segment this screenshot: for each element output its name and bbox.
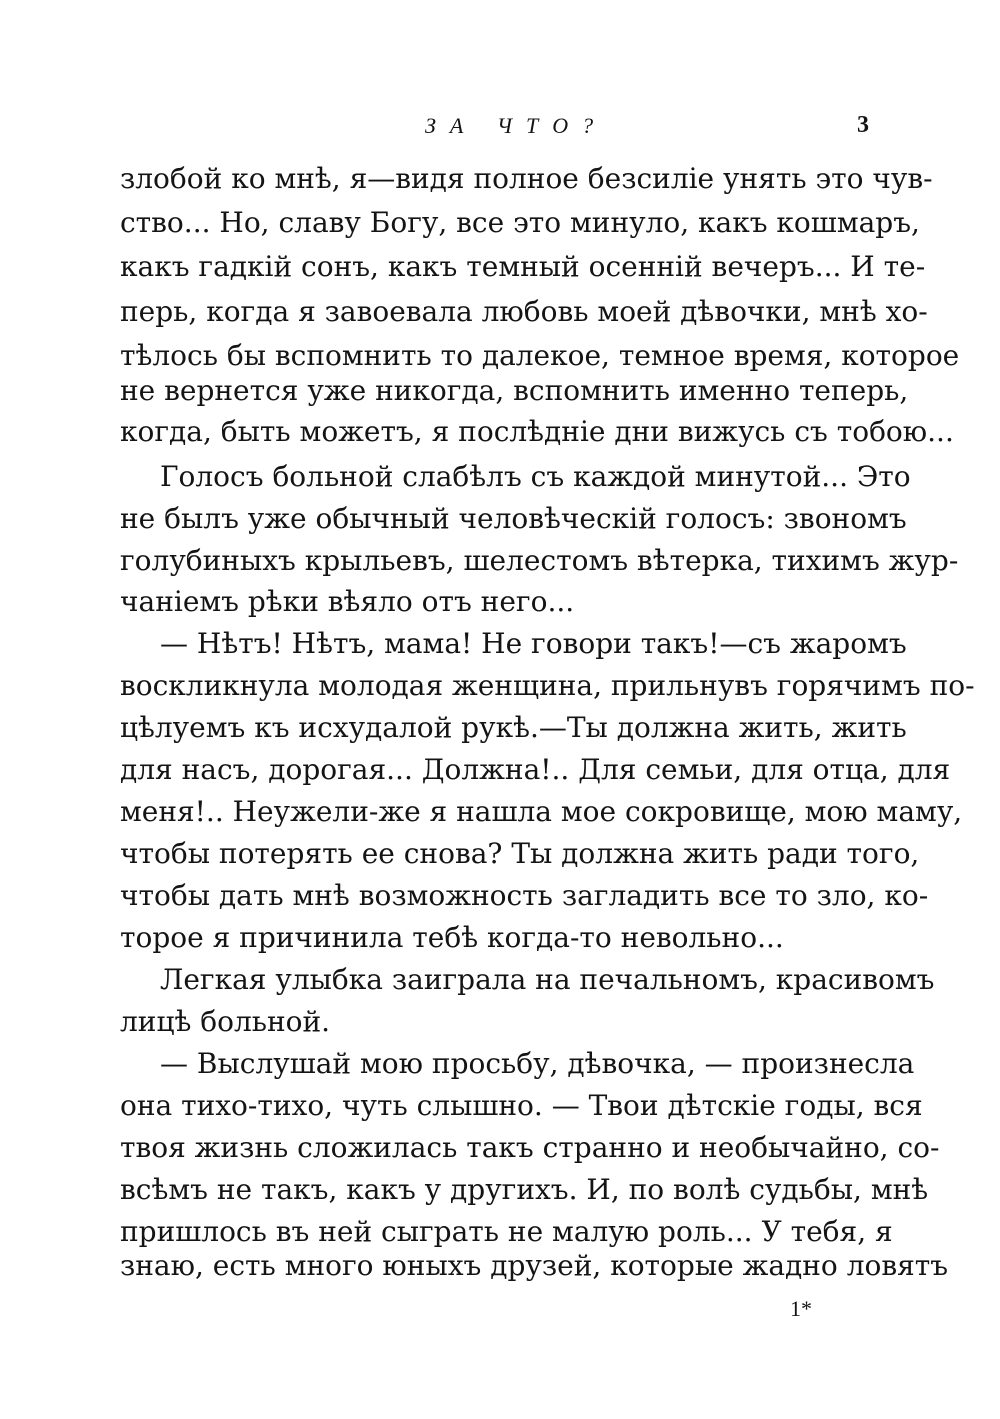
text-line: чаніемъ рѣки вѣяло отъ него... <box>120 585 575 618</box>
running-head-title: ЗА ЧТО? <box>425 113 608 138</box>
text-line: всѣмъ не такъ, какъ у другихъ. И, по волѣ судьбы, мнѣ <box>120 1173 929 1206</box>
paragraph-first-line: — Нѣтъ! Нѣтъ, мама! Не говори такъ!—съ жаромъ <box>160 627 907 660</box>
page-number: 3 <box>857 112 869 138</box>
text-line: лицѣ больной. <box>120 1005 331 1038</box>
text-line: чтобы потерять ее снова? Ты должна жить ради того, <box>120 837 920 870</box>
text-line: воскликнула молодая женщина, прильнувъ горячимъ по- <box>120 669 975 702</box>
text-line: когда, быть можетъ, я послѣдніе дни вижусь съ тобою... <box>120 415 954 448</box>
text-line: какъ гадкій сонъ, какъ темный осенній вечеръ... И те- <box>120 250 926 283</box>
paragraph-first-line: Легкая улыбка заиграла на печальномъ, красивомъ <box>160 963 935 996</box>
text-line: меня!.. Неужели-же я нашла мое сокровище, мою маму, <box>120 795 963 828</box>
text-line: знаю, есть много юныхъ друзей, которые жадно ловятъ <box>120 1249 949 1282</box>
text-line: не былъ уже обычный человѣческій голосъ: звономъ <box>120 502 907 535</box>
text-line: для насъ, дорогая... Должна!.. Для семьи, для отца, для <box>120 753 951 786</box>
text-line: злобой ко мнѣ, я—видя полное безсиліе унять это чув- <box>120 162 933 195</box>
text-line: чтобы дать мнѣ возможность загладить все то зло, ко- <box>120 879 929 912</box>
paragraph-first-line: Голосъ больной слабѣлъ съ каждой минутой... Это <box>160 460 911 493</box>
text-line: пришлось въ ней сыграть не малую роль... У тебя, я <box>120 1215 893 1248</box>
text-line: перь, когда я завоевала любовь моей дѣвочки, мнѣ хо- <box>120 295 928 328</box>
text-line: не вернется уже никогда, вспомнить именно теперь, <box>120 374 909 407</box>
paragraph-first-line: — Выслушай мою просьбу, дѣвочка, — произнесла <box>160 1047 915 1080</box>
printer-signature-mark: 1* <box>790 1296 812 1321</box>
text-line: торое я причинила тебѣ когда-то невольно... <box>120 921 784 954</box>
text-line: тѣлось бы вспомнить то далекое, темное время, которое <box>120 339 960 372</box>
text-line: она тихо-тихо, чуть слышно. — Твои дѣтскіе годы, вся <box>120 1089 923 1122</box>
text-line: ство... Но, славу Богу, все это минуло, какъ кошмаръ, <box>120 206 920 239</box>
text-line: твоя жизнь сложилась такъ странно и необычайно, со- <box>120 1131 940 1164</box>
text-line: голубиныхъ крыльевъ, шелестомъ вѣтерка, тихимъ жур- <box>120 544 959 577</box>
text-line: цѣлуемъ къ исхудалой рукѣ.—Ты должна жить, жить <box>120 711 907 744</box>
